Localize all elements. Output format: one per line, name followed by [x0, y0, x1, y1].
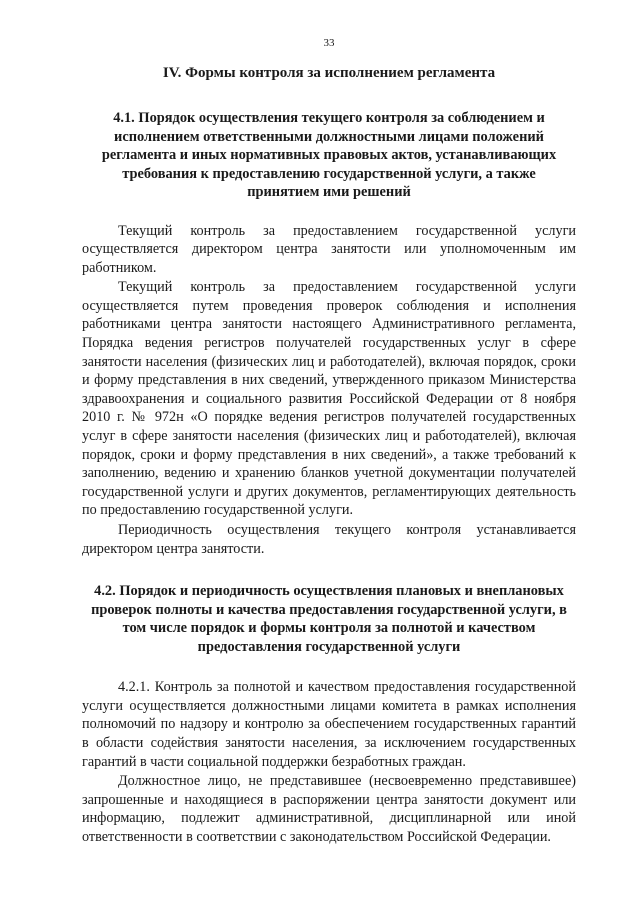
page-number: 33: [323, 37, 335, 49]
subsection-title-4-1: 4.1. Порядок осуществления текущего контроля за соблюдением и исполнением ответственными должностными лицами положений регламента и иных нормативных правовых актов, устанавливающих требования к предоставлению государственной услуги, а также принятием ими решений: [101, 110, 557, 200]
paragraph-4-1-2: Текущий контроль за предоставлением государственной услуги осуществляется путем проведения проверок соблюдения и исполнения работниками центра занятости настоящего Административного регламента, Порядка ведения регистров получателей государственных услуг в сфере занятости населения (физических лиц и работодателей), включая порядок, сроки и форму представления в них сведений, утвержденного приказом Министерства здравоохранения и социального развития Российской Федерации от 8 ноября 2010 г. № 972н «О порядке ведения регистров получателей государственных услуг в сфере занятости населения (физических лиц и работодателей), включая порядок, сроки и форму представления в них сведений», а также требований к заполнению, ведению и хранению бланков учетной документации получателей государственной услуги и других документов, регламентирующих деятельность по предоставлению государственной услуги.: [82, 279, 576, 519]
paragraph-4-1-1: Текущий контроль за предоставлением государственной услуги осуществляется директором центра занятости или уполномоченным им работником.: [82, 222, 576, 276]
paragraph-4-1-3: Периодичность осуществления текущего контроля устанавливается директором центра занятости.: [82, 522, 576, 557]
paragraph-4-2-2: Должностное лицо, не представившее (несвоевременно представившее) запрошенные и находящиеся в распоряжении центра занятости документ или информацию, подлежит административной, дисциплинарной или иной ответственности в соответствии с законодательством Российской Федерации.: [82, 773, 576, 845]
subsection-title-4-2: 4.2. Порядок и периодичность осуществления плановых и внеплановых проверок полноты и качества предоставления государственной услуги, в том числе порядок и формы контроля за полнотой и качеством предоставления государственной услуги: [91, 583, 567, 655]
paragraph-4-2-1: 4.2.1. Контроль за полнотой и качеством предоставления государственной услуги осуществляется должностными лицами комитета в рамках исполнения полномочий по надзору и контролю за обеспечением государственных гарантий в области содействия занятости населения, за исключением государственных гарантий в части социальной поддержки безработных граждан.: [82, 679, 576, 770]
section-title: IV. Формы контроля за исполнением регламента: [162, 65, 496, 81]
